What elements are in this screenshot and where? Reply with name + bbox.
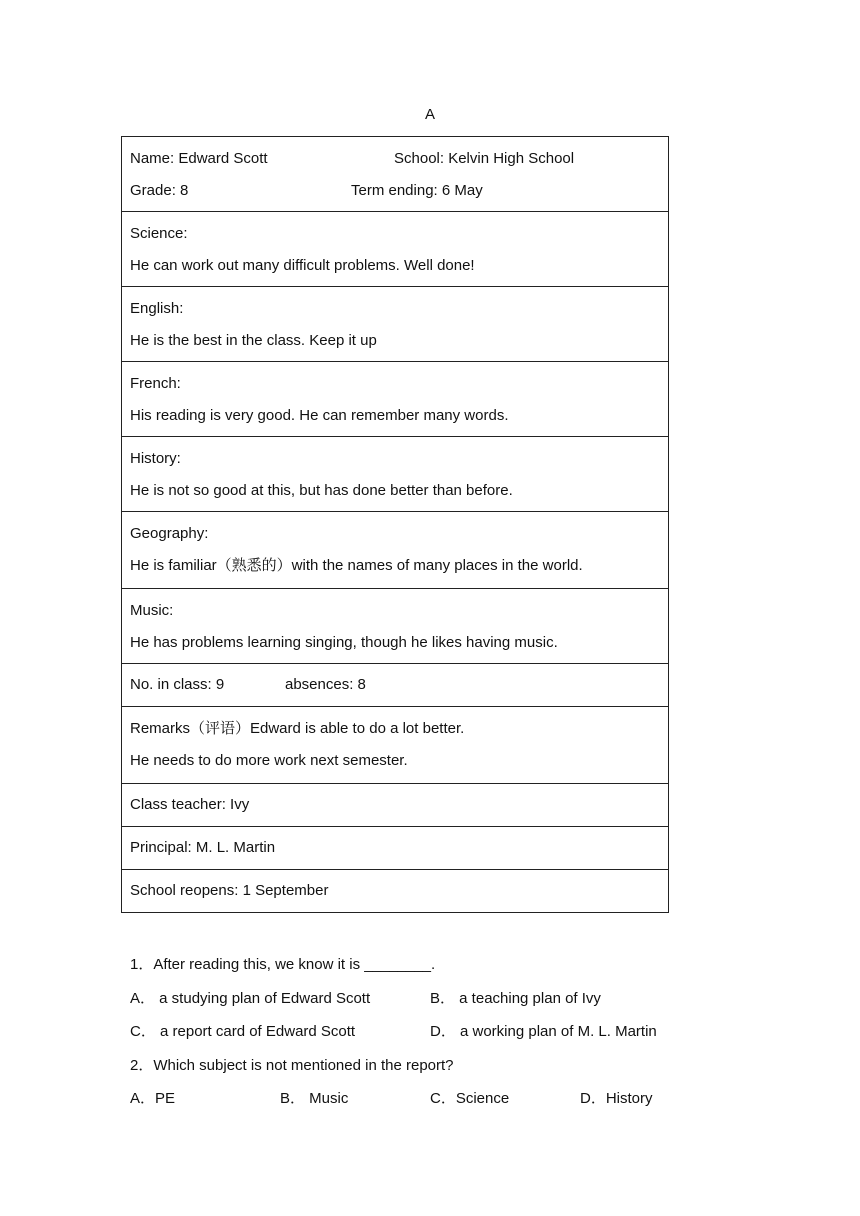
questions-section [130, 948, 730, 1116]
option-a: A．PE [130, 1090, 176, 1107]
remarks-row [122, 707, 669, 784]
subject-comment: He is not so good at this, but has done better than before. [130, 482, 513, 499]
remarks-line: He needs to do more work next semester. [130, 752, 408, 769]
option-b: B． Music [280, 1090, 349, 1107]
class-teacher: Class teacher: Ivy [130, 796, 250, 813]
option-d: D． a working plan of M. L. Martin [430, 1023, 657, 1040]
subject-row-geography [122, 512, 669, 589]
subject-label: History: [130, 450, 181, 467]
subject-label: English: [130, 300, 184, 317]
school-name: School: Kelvin High School [394, 150, 575, 167]
subject-comment: He is familiar（熟悉的）with the names of many places in the world. [130, 557, 583, 574]
option-b: B． a teaching plan of Ivy [430, 989, 601, 1007]
school-reopens: School reopens: 1 September [130, 882, 329, 899]
principal-row [122, 827, 669, 870]
subject-row-history [122, 437, 669, 512]
subject-comment: He has problems learning singing, though he likes having music. [130, 634, 558, 651]
question-stem: 2．Which subject is not mentioned in the report? [130, 1056, 454, 1074]
subject-label: Music: [130, 602, 174, 619]
subject-row-english [122, 287, 669, 362]
student-name: Name: Edward Scott [130, 150, 268, 167]
attendance-row [122, 664, 669, 707]
subject-comment: He can work out many difficult problems. Well done! [130, 257, 475, 274]
subject-comment: He is the best in the class. Keep it up [130, 332, 377, 349]
subject-label: Science: [130, 225, 188, 242]
subject-comment: His reading is very good. He can remember many words. [130, 407, 509, 424]
grade: Grade: 8 [130, 182, 189, 199]
subject-row-french [122, 362, 669, 437]
student-info-row [122, 137, 669, 212]
report-card-table [121, 136, 669, 913]
class-teacher-row [122, 784, 669, 827]
subject-row-music [122, 589, 669, 664]
option-c: C． a report card of Edward Scott [130, 1023, 356, 1040]
option-d: D．History [580, 1090, 653, 1107]
subject-label: Geography: [130, 525, 209, 542]
number-in-class: No. in class: 9 [130, 676, 225, 693]
term-ending: Term ending: 6 May [351, 182, 483, 199]
question-stem: 1．After reading this, we know it is ________. [130, 956, 436, 973]
principal: Principal: M. L. Martin [130, 839, 276, 856]
option-a: A． a studying plan of Edward Scott [130, 989, 371, 1007]
school-reopens-row [122, 870, 669, 913]
subject-row-science [122, 212, 669, 287]
subject-label: French: [130, 375, 181, 392]
option-c: C．Science [430, 1090, 510, 1107]
section-heading: A [424, 106, 435, 123]
absences: absences: 8 [285, 676, 366, 693]
remarks-line: Remarks（评语）Edward is able to do a lot better. [130, 720, 465, 737]
